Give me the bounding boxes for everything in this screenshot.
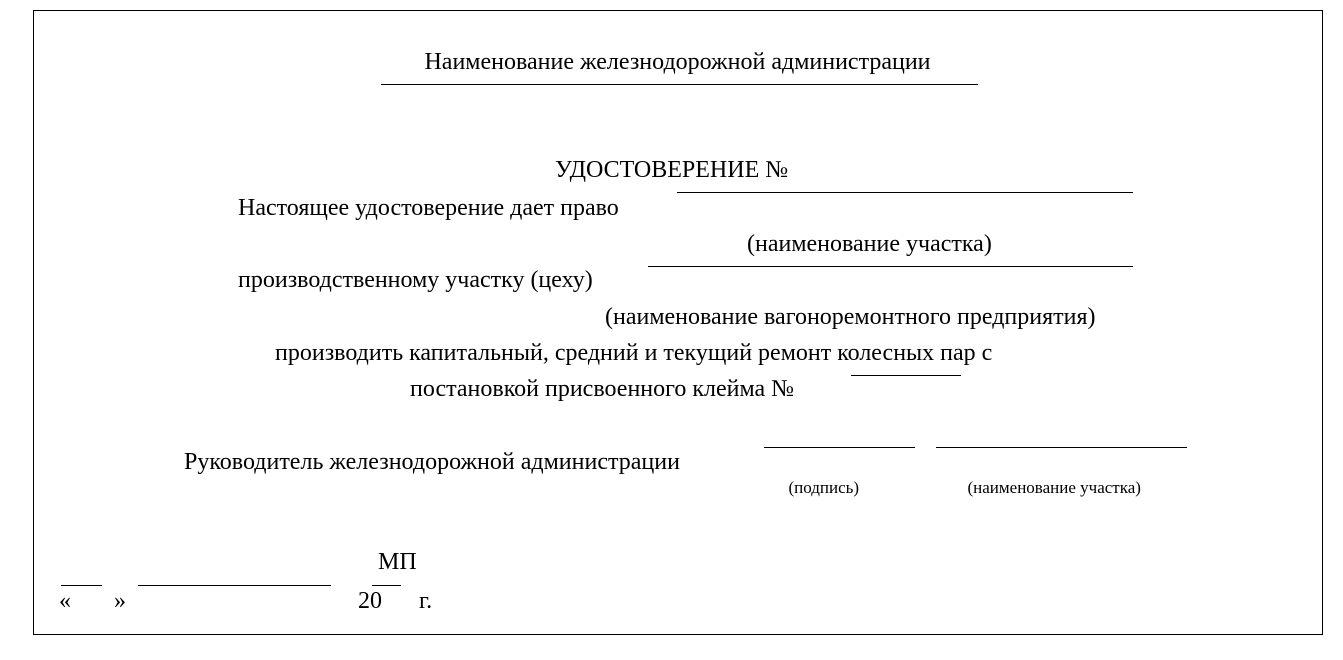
grant-text: Настоящее удостоверение дает право	[238, 195, 619, 221]
admin-name-text: Наименование железнодорожной администрации	[424, 49, 931, 75]
signature-blank[interactable]	[764, 422, 915, 448]
quote-open-text: «	[59, 588, 71, 614]
enterprise-caption-text: (наименование вагоноремонтного предприятия)	[605, 304, 1096, 330]
workshop-text: производственному участку (цеху)	[238, 267, 593, 293]
section-name-blank[interactable]	[677, 166, 1133, 193]
date-quote-close	[102, 559, 126, 615]
stamp-line	[398, 347, 794, 403]
year-prefix-text: 20	[358, 588, 382, 614]
enterprise-name-blank[interactable]	[648, 240, 1133, 267]
year-suffix	[407, 559, 432, 615]
name-caption-text: (наименование участка)	[967, 478, 1141, 497]
repair-text: производить капитальный, средний и текущий ремонт колесных пар с	[275, 340, 993, 366]
quote-close-text: »	[114, 588, 126, 614]
year-blank[interactable]	[372, 561, 401, 586]
stamp-number-blank[interactable]	[851, 350, 961, 376]
workshop-line	[226, 238, 593, 294]
head-signature-line	[172, 420, 680, 476]
name-caption	[959, 458, 1141, 498]
signature-caption	[780, 458, 859, 498]
year-suffix-text: г.	[419, 588, 433, 614]
signature-caption-text: (подпись)	[788, 478, 860, 497]
grant-line	[226, 166, 619, 222]
section-caption-text: (наименование участка)	[747, 231, 992, 257]
head-label: Руководитель железнодорожной администрации	[184, 449, 680, 475]
month-blank[interactable]	[138, 561, 331, 586]
stamp-text: постановкой присвоенного клейма №	[410, 376, 795, 402]
admin-name-blank[interactable]	[381, 58, 978, 85]
certificate-title-text: УДОСТОВЕРЕНИЕ №	[555, 157, 789, 183]
name-blank[interactable]	[936, 422, 1187, 448]
seal-label-text: МП	[378, 549, 417, 575]
day-blank[interactable]	[61, 561, 102, 586]
